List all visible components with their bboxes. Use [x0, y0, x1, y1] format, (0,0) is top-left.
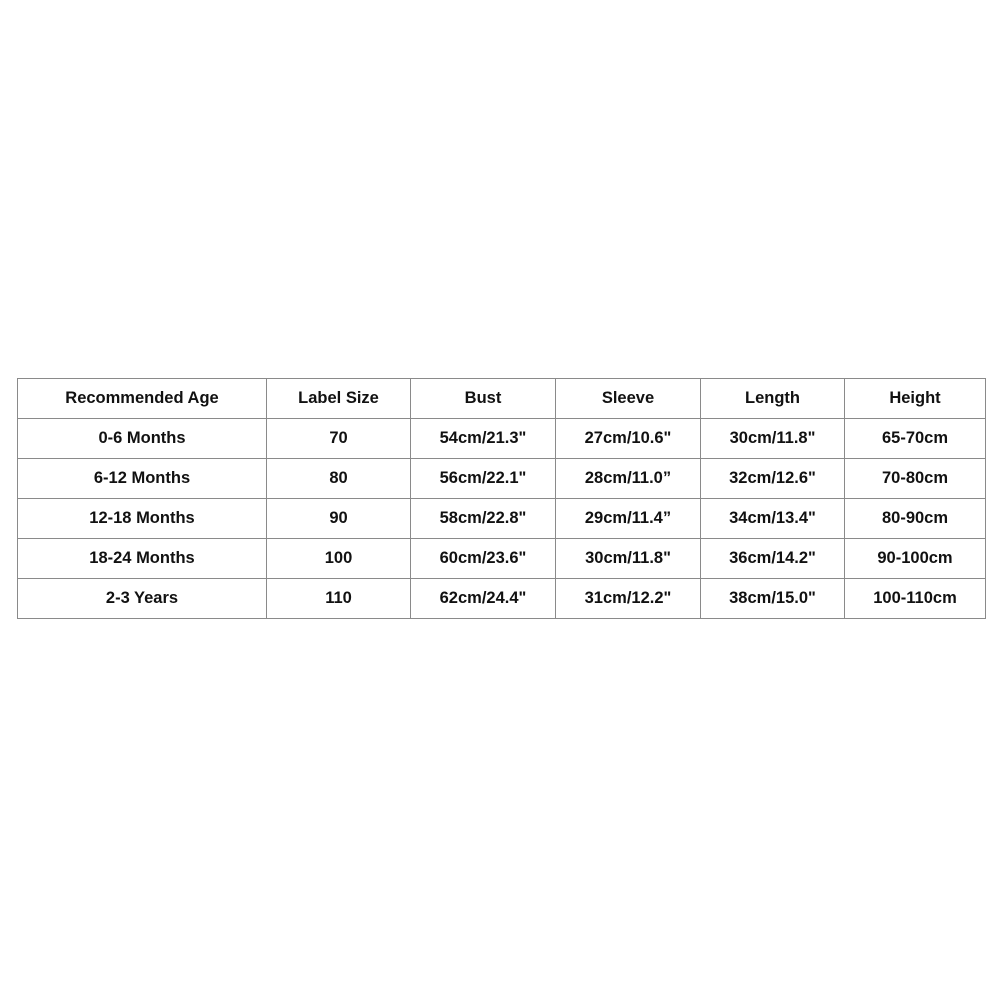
cell-label-size: 80 — [267, 459, 411, 499]
header-label-size: Label Size — [267, 379, 411, 419]
cell-length: 36cm/14.2" — [701, 539, 845, 579]
cell-height: 90-100cm — [845, 539, 986, 579]
cell-label-size: 110 — [267, 579, 411, 619]
cell-sleeve: 27cm/10.6" — [556, 419, 701, 459]
cell-bust: 60cm/23.6" — [411, 539, 556, 579]
cell-label-size: 90 — [267, 499, 411, 539]
cell-recommended-age: 6-12 Months — [18, 459, 267, 499]
cell-height: 80-90cm — [845, 499, 986, 539]
header-recommended-age: Recommended Age — [18, 379, 267, 419]
cell-bust: 54cm/21.3" — [411, 419, 556, 459]
cell-sleeve: 29cm/11.4” — [556, 499, 701, 539]
cell-length: 32cm/12.6" — [701, 459, 845, 499]
cell-bust: 62cm/24.4" — [411, 579, 556, 619]
size-chart-table — [17, 378, 986, 619]
header-sleeve: Sleeve — [556, 379, 701, 419]
cell-bust: 58cm/22.8" — [411, 499, 556, 539]
table-row — [18, 499, 986, 539]
cell-recommended-age: 0-6 Months — [18, 419, 267, 459]
cell-length: 30cm/11.8" — [701, 419, 845, 459]
cell-recommended-age: 18-24 Months — [18, 539, 267, 579]
cell-height: 70-80cm — [845, 459, 986, 499]
cell-height: 65-70cm — [845, 419, 986, 459]
header-length: Length — [701, 379, 845, 419]
cell-length: 34cm/13.4" — [701, 499, 845, 539]
table-row — [18, 579, 986, 619]
cell-recommended-age: 2-3 Years — [18, 579, 267, 619]
table-header-row — [18, 379, 986, 419]
cell-sleeve: 30cm/11.8" — [556, 539, 701, 579]
table-row — [18, 539, 986, 579]
table-row — [18, 459, 986, 499]
cell-bust: 56cm/22.1" — [411, 459, 556, 499]
header-bust: Bust — [411, 379, 556, 419]
cell-label-size: 70 — [267, 419, 411, 459]
cell-label-size: 100 — [267, 539, 411, 579]
cell-length: 38cm/15.0" — [701, 579, 845, 619]
cell-recommended-age: 12-18 Months — [18, 499, 267, 539]
cell-height: 100-110cm — [845, 579, 986, 619]
header-height: Height — [845, 379, 986, 419]
cell-sleeve: 31cm/12.2" — [556, 579, 701, 619]
cell-sleeve: 28cm/11.0” — [556, 459, 701, 499]
table-row — [18, 419, 986, 459]
